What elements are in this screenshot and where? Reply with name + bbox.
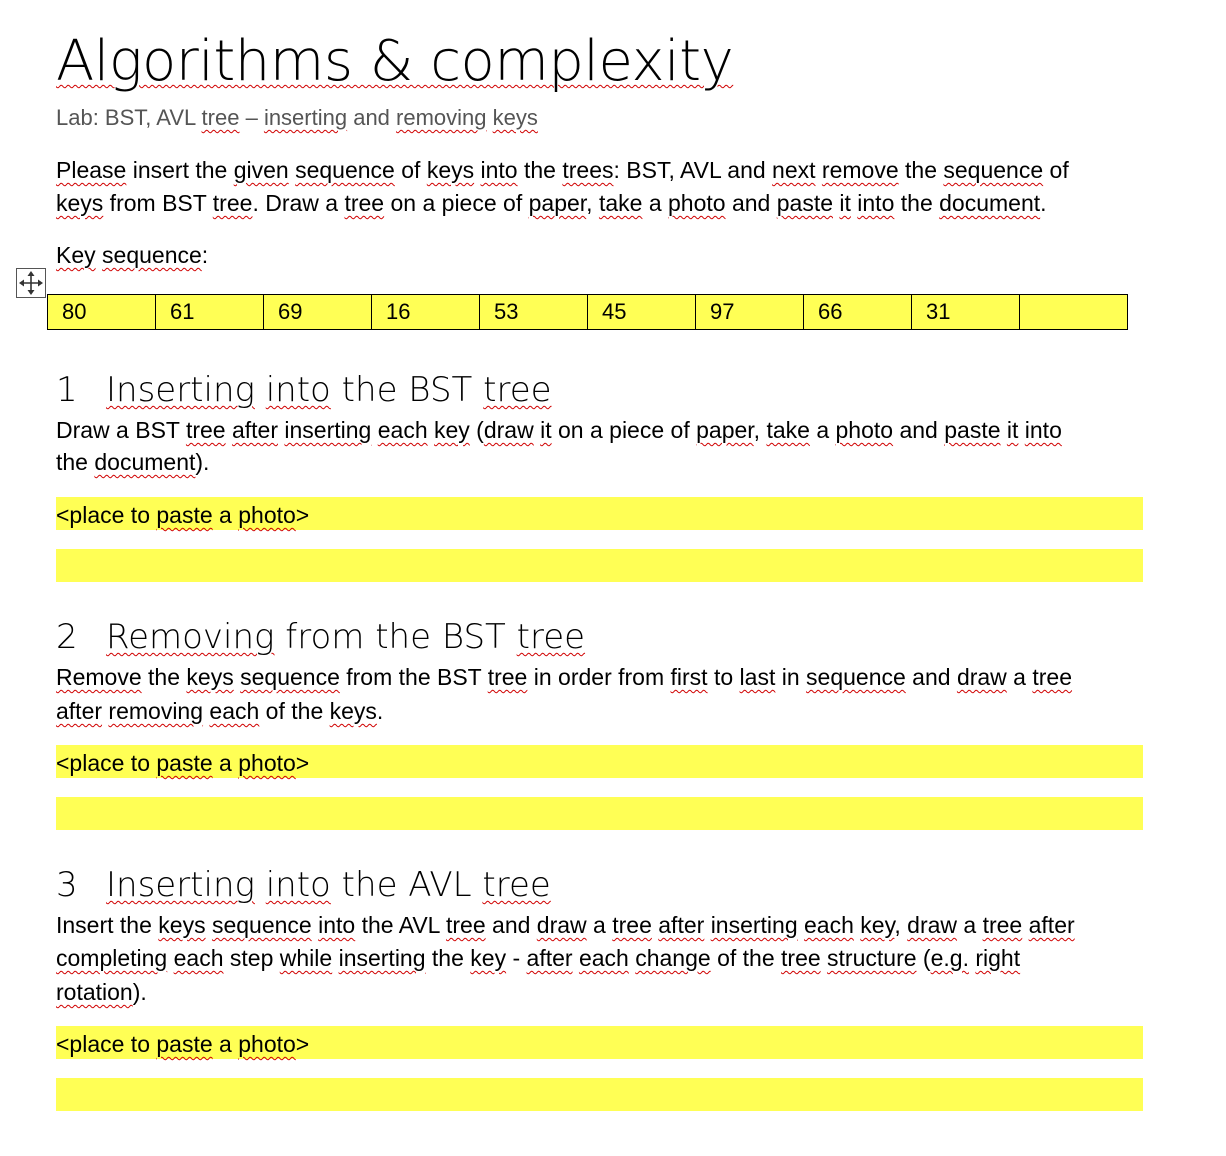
body-word: inserting (710, 912, 798, 938)
intro-text: . Draw a (252, 190, 345, 216)
body-word: inserting (284, 417, 372, 443)
section-number: 1 (56, 370, 78, 410)
body-word: inserting (338, 945, 426, 971)
body-text: ( (916, 945, 931, 971)
body-word: into (1024, 417, 1062, 443)
intro-text: the (898, 157, 944, 183)
body-word: it (1006, 417, 1019, 443)
intro-line-1 (56, 154, 1069, 187)
body-word: it (540, 417, 552, 443)
body-word: into (318, 912, 356, 938)
subtitle-text: and (347, 105, 397, 130)
subtitle-word: removing (396, 105, 487, 130)
intro-word: paste (776, 190, 833, 216)
body-word: keys (329, 698, 377, 724)
intro-word: tree (344, 190, 385, 216)
heading-word: Removing (106, 617, 275, 657)
photo-area-3-empty-line[interactable] (56, 1078, 1143, 1111)
intro-text: of (1043, 157, 1069, 183)
photo-placeholder-1 (56, 499, 309, 532)
body-word: sequence (806, 664, 906, 690)
intro-word: next (772, 157, 816, 183)
body-word: paper (696, 417, 754, 443)
body-word: tree (982, 912, 1023, 938)
body-word: tree (1032, 664, 1073, 690)
intro-word: it (839, 190, 851, 216)
key-cell[interactable]: 31 (912, 295, 1020, 330)
heading-text: the BST (330, 370, 484, 410)
body-text: in (775, 664, 807, 690)
key-cell[interactable]: 69 (264, 295, 372, 330)
body-word: key (470, 945, 507, 971)
placeholder-word: photo (238, 1031, 296, 1057)
body-word: Remove (56, 664, 142, 690)
intro-text: of (394, 157, 427, 183)
body-word: completing (56, 945, 168, 971)
intro-text: from BST (103, 190, 213, 216)
subtitle-word: tree (201, 105, 240, 130)
body-text: the (425, 945, 471, 971)
body-word: draw (956, 664, 1007, 690)
heading-word: into (265, 370, 331, 410)
table-row (48, 295, 1128, 330)
body-word: tree (781, 945, 821, 971)
heading-text (255, 370, 266, 410)
photo-area-2-empty-line[interactable] (56, 797, 1143, 830)
body-word: after (1028, 912, 1075, 938)
key-cell[interactable] (1020, 295, 1128, 330)
key-cell[interactable]: 66 (804, 295, 912, 330)
body-word: after (231, 417, 279, 443)
body-word: each (173, 945, 224, 971)
heading-word: tree (482, 865, 551, 905)
body-text: from the BST (339, 664, 488, 690)
intro-word: trees (562, 157, 614, 183)
table-move-handle[interactable] (16, 268, 46, 298)
body-text: a (1006, 664, 1033, 690)
heading-word: into (265, 865, 331, 905)
placeholder-text: > (295, 502, 310, 528)
intro-text: the (517, 157, 563, 183)
placeholder-text: <place to (56, 1031, 157, 1057)
body-text: step (223, 945, 280, 971)
section-number: 3 (56, 865, 78, 905)
intro-text: a (642, 190, 669, 216)
key-sequence-label (56, 239, 208, 272)
intro-word: given (233, 157, 289, 183)
intro-word: document (939, 190, 1041, 216)
body-word: tree (446, 912, 486, 938)
body-word: each (377, 417, 428, 443)
section-3-heading (56, 863, 551, 907)
body-word: sequence (211, 912, 312, 938)
body-word: paste (944, 417, 1001, 443)
heading-text: from the BST (274, 617, 517, 657)
key-cell[interactable]: 16 (372, 295, 480, 330)
subtitle (56, 103, 538, 133)
heading-word: Inserting (106, 865, 255, 905)
section-1-line-2 (56, 446, 209, 479)
body-text: ). (195, 449, 210, 475)
body-text: the AVL (355, 912, 446, 938)
key-sequence-table (47, 294, 1128, 330)
placeholder-text: a (212, 750, 239, 776)
label-word: sequence (102, 242, 202, 268)
body-text: - (506, 945, 527, 971)
placeholder-text: <place to (56, 750, 157, 776)
body-text: Draw a BST (56, 417, 186, 443)
intro-text: , (586, 190, 599, 216)
intro-word: sequence (943, 157, 1044, 183)
intro-word: tree (212, 190, 253, 216)
body-text: a (957, 912, 983, 938)
body-word: tree (487, 664, 528, 690)
body-text: and (893, 417, 945, 443)
subtitle-text: Lab: BST, AVL (56, 105, 202, 130)
key-cell[interactable]: 53 (480, 295, 588, 330)
placeholder-word: photo (238, 502, 296, 528)
intro-word: into (480, 157, 518, 183)
body-word: after (526, 945, 573, 971)
body-text: of the (259, 698, 330, 724)
section-number: 2 (56, 617, 78, 657)
body-word: draw (483, 417, 534, 443)
subtitle-text: – (239, 105, 264, 130)
body-text: ( (469, 417, 484, 443)
body-text: , (894, 912, 908, 938)
body-word: each (804, 912, 854, 938)
body-text: a (809, 417, 836, 443)
intro-text: on a piece of (384, 190, 529, 216)
placeholder-text: a (212, 502, 239, 528)
body-word: draw (536, 912, 587, 938)
section-2-line-1 (56, 661, 1072, 694)
body-word: rotation (56, 979, 133, 1005)
placeholder-word: photo (238, 750, 296, 776)
body-text: . (376, 698, 384, 724)
heading-word: tree (483, 370, 552, 410)
section-2-heading (56, 615, 585, 659)
body-word: draw (907, 912, 958, 938)
photo-placeholder-2 (56, 747, 309, 780)
intro-word: photo (668, 190, 726, 216)
placeholder-word: paste (156, 502, 213, 528)
body-word: first (670, 664, 708, 690)
section-3-line-2 (56, 942, 1020, 975)
document-title (56, 26, 733, 98)
body-word: key (860, 912, 895, 938)
section-1-heading (56, 368, 552, 412)
body-word: document (94, 449, 196, 475)
key-cell[interactable]: 80 (48, 295, 156, 330)
move-arrows-icon (17, 269, 45, 297)
body-text: the (56, 449, 95, 475)
body-word: each (209, 698, 260, 724)
intro-text: the (894, 190, 940, 216)
body-word: after (658, 912, 705, 938)
heading-text: the AVL (330, 865, 483, 905)
body-text: and (905, 664, 957, 690)
body-word: after (56, 698, 103, 724)
intro-text: insert the (126, 157, 234, 183)
body-word: take (766, 417, 810, 443)
body-word: photo (835, 417, 894, 443)
heading-word: tree (516, 617, 586, 657)
body-text: the (141, 664, 187, 690)
heading-text (255, 865, 266, 905)
body-word: each (578, 945, 629, 971)
body-word: right (975, 945, 1021, 971)
body-text: in order from (527, 664, 671, 690)
intro-line-2 (56, 187, 1047, 220)
key-cell[interactable]: 61 (156, 295, 264, 330)
body-text: Insert the (56, 912, 159, 938)
body-text: on a piece of (551, 417, 697, 443)
section-3-line-3 (56, 976, 147, 1009)
body-word: e.g. (930, 945, 969, 971)
intro-word: into (857, 190, 895, 216)
placeholder-word: paste (156, 750, 213, 776)
intro-word: take (598, 190, 643, 216)
body-word: last (739, 664, 776, 690)
intro-text: . (1040, 190, 1047, 216)
key-cell[interactable]: 45 (588, 295, 696, 330)
body-text: a (586, 912, 613, 938)
heading-word: Inserting (106, 370, 255, 410)
body-word: tree (185, 417, 226, 443)
intro-word: remove (821, 157, 899, 183)
body-word: removing (108, 698, 204, 724)
label-text: : (201, 242, 209, 268)
placeholder-text: > (295, 750, 310, 776)
subtitle-word: inserting (263, 105, 348, 130)
intro-word: sequence (295, 157, 395, 183)
title-text: Algorithms & complexity (56, 29, 734, 94)
photo-area-1-empty-line[interactable] (56, 549, 1143, 582)
body-text: ). (132, 979, 147, 1005)
body-text: to (707, 664, 740, 690)
placeholder-text: <place to (56, 502, 157, 528)
body-text: of the (710, 945, 782, 971)
body-text: , (753, 417, 767, 443)
section-3-line-1 (56, 909, 1075, 942)
intro-word: keys (56, 190, 104, 216)
body-word: keys (186, 664, 234, 690)
subtitle-word: keys (492, 105, 538, 130)
intro-word: paper (528, 190, 587, 216)
placeholder-text: > (295, 1031, 310, 1057)
label-word: Key (56, 242, 96, 268)
body-word: change (635, 945, 711, 971)
section-2-line-2 (56, 695, 383, 728)
intro-text: and (725, 190, 777, 216)
body-text: and (485, 912, 537, 938)
key-cell[interactable]: 97 (696, 295, 804, 330)
intro-text: : BST, AVL and (613, 157, 773, 183)
placeholder-text: a (212, 1031, 239, 1057)
body-word: sequence (240, 664, 340, 690)
body-word: keys (158, 912, 206, 938)
intro-word: keys (426, 157, 475, 183)
body-word: tree (612, 912, 652, 938)
body-word: key (434, 417, 470, 443)
body-word: structure (827, 945, 917, 971)
body-word: while (279, 945, 333, 971)
intro-word: Please (56, 157, 127, 183)
placeholder-word: paste (156, 1031, 213, 1057)
photo-placeholder-3 (56, 1028, 309, 1061)
section-1-line-1 (56, 414, 1062, 447)
